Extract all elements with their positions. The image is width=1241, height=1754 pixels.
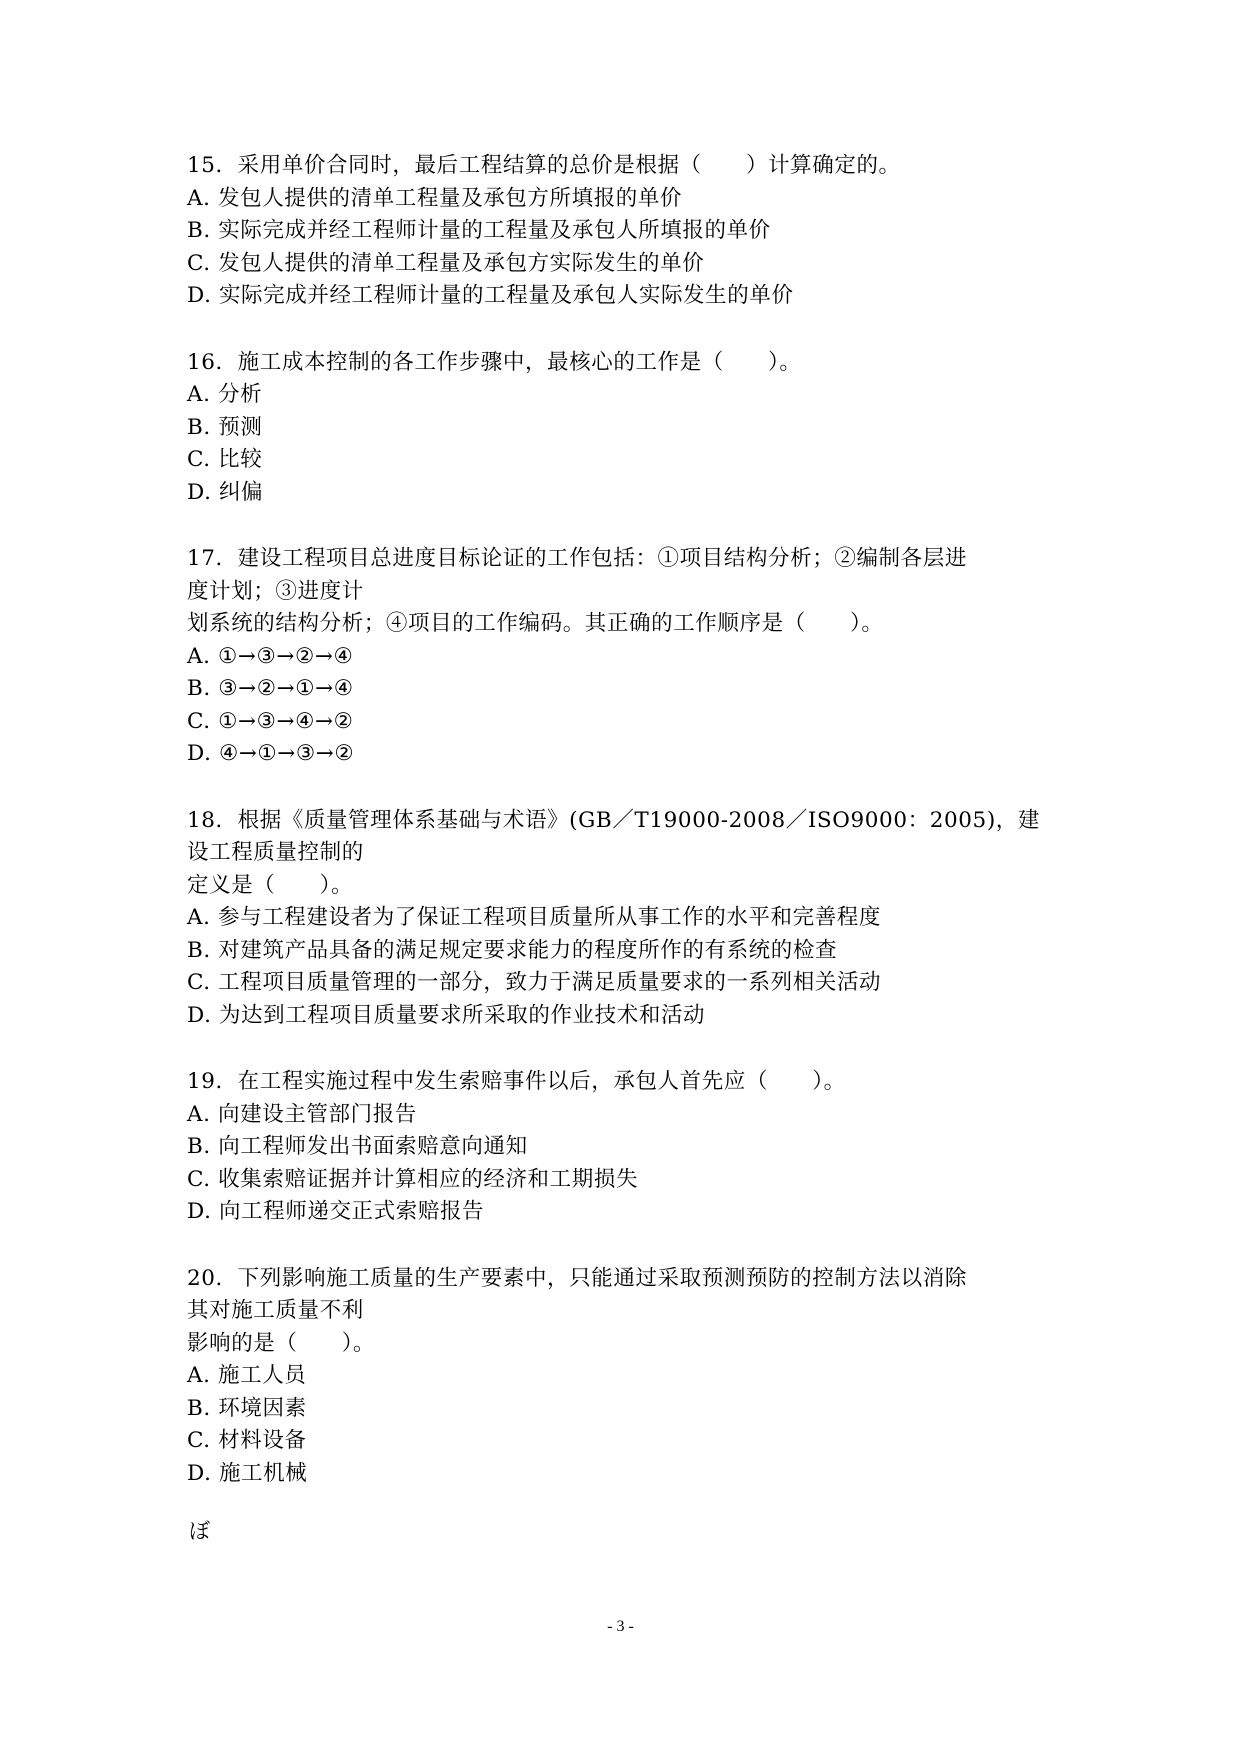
answer-option-c: C. 材料设备 (187, 1428, 307, 1453)
answer-option-a: A. 分析 (187, 382, 263, 407)
answer-option-b: B. 对建筑产品具备的满足规定要求能力的程度所作的有系统的检查 (187, 937, 838, 963)
question-stem-line: 19．在工程实施过程中发生索赔事件以后，承包人首先应（ ）。 (187, 1069, 846, 1094)
answer-option-b: B. 向工程师发出书面索赔意向通知 (187, 1134, 528, 1159)
question-19 (187, 1066, 1087, 1229)
answer-option-d: D. 向工程师递交正式索赔报告 (187, 1199, 485, 1224)
answer-option-a: A. 施工人员 (187, 1363, 307, 1388)
question-stem-line: 16．施工成本控制的各工作步骤中，最核心的工作是（ ）。 (187, 349, 802, 375)
answer-option-a: A. 参与工程建设者为了保证工程项目质量所从事工作的水平和完善程度 (187, 905, 881, 930)
answer-option-c: C. 收集索赔证据并计算相应的经济和工期损失 (187, 1166, 639, 1192)
answer-option-c: C. 发包人提供的清单工程量及承包方实际发生的单价 (187, 250, 705, 276)
answer-option-a: A. 发包人提供的清单工程量及承包方所填报的单价 (187, 185, 683, 211)
question-stem-line: 18．根据《质量管理体系基础与术语》(GB／T19000-2008／ISO9000：2005)，建 (187, 807, 1041, 833)
question-stem-line: 影响的是（ ）。 (187, 1330, 376, 1356)
answer-option-d: D. 实际完成并经工程师计量的工程量及承包人实际发生的单价 (187, 283, 794, 308)
question-stem-line: 设工程质量控制的 (187, 840, 364, 865)
stray-character: ぼ (189, 1519, 210, 1543)
answer-option-c: C. 比较 (187, 447, 263, 472)
question-stem-line: 划系统的结构分析；④项目的工作编码。其正确的工作顺序是（ ）。 (187, 611, 884, 636)
page-number: - 3 - (607, 1618, 634, 1635)
answer-option-a: A. ①→③→②→④ (187, 643, 354, 669)
answer-option-d: D. 施工机械 (187, 1460, 308, 1486)
question-15 (187, 150, 1087, 313)
question-stem-line: 度计划；③进度计 (187, 578, 364, 604)
question-stem-line: 17．建设工程项目总进度目标论证的工作包括：①项目结构分析；②编制各层进 (187, 546, 967, 571)
question-20 (187, 1263, 1087, 1491)
exam-page-content (187, 150, 1087, 1490)
answer-option-d: D. ④→①→③→② (187, 741, 355, 766)
answer-option-b: B. ③→②→①→④ (187, 676, 354, 701)
question-stem-line: 其对施工质量不利 (187, 1298, 364, 1323)
answer-option-b: B. 预测 (187, 414, 263, 440)
question-17 (187, 543, 1087, 771)
answer-option-a: A. 向建设主管部门报告 (187, 1101, 417, 1127)
answer-option-c: C. ①→③→④→② (187, 708, 354, 734)
answer-option-c: C. 工程项目质量管理的一部分，致力于满足质量要求的一系列相关活动 (187, 970, 882, 995)
question-stem-line: 定义是（ ）。 (187, 872, 354, 898)
answer-option-b: B. 实际完成并经工程师计量的工程量及承包人所填报的单价 (187, 218, 771, 243)
question-16 (187, 347, 1087, 510)
answer-option-b: B. 环境因素 (187, 1395, 307, 1421)
answer-option-d: D. 纠偏 (187, 479, 264, 505)
question-stem-line: 20．下列影响施工质量的生产要素中，只能通过采取预测预防的控制方法以消除 (187, 1265, 967, 1291)
question-18 (187, 805, 1087, 1033)
answer-option-d: D. 为达到工程项目质量要求所采取的作业技术和活动 (187, 1002, 706, 1028)
question-stem-line: 15．采用单价合同时，最后工程结算的总价是根据（ ）计算确定的。 (187, 153, 901, 178)
